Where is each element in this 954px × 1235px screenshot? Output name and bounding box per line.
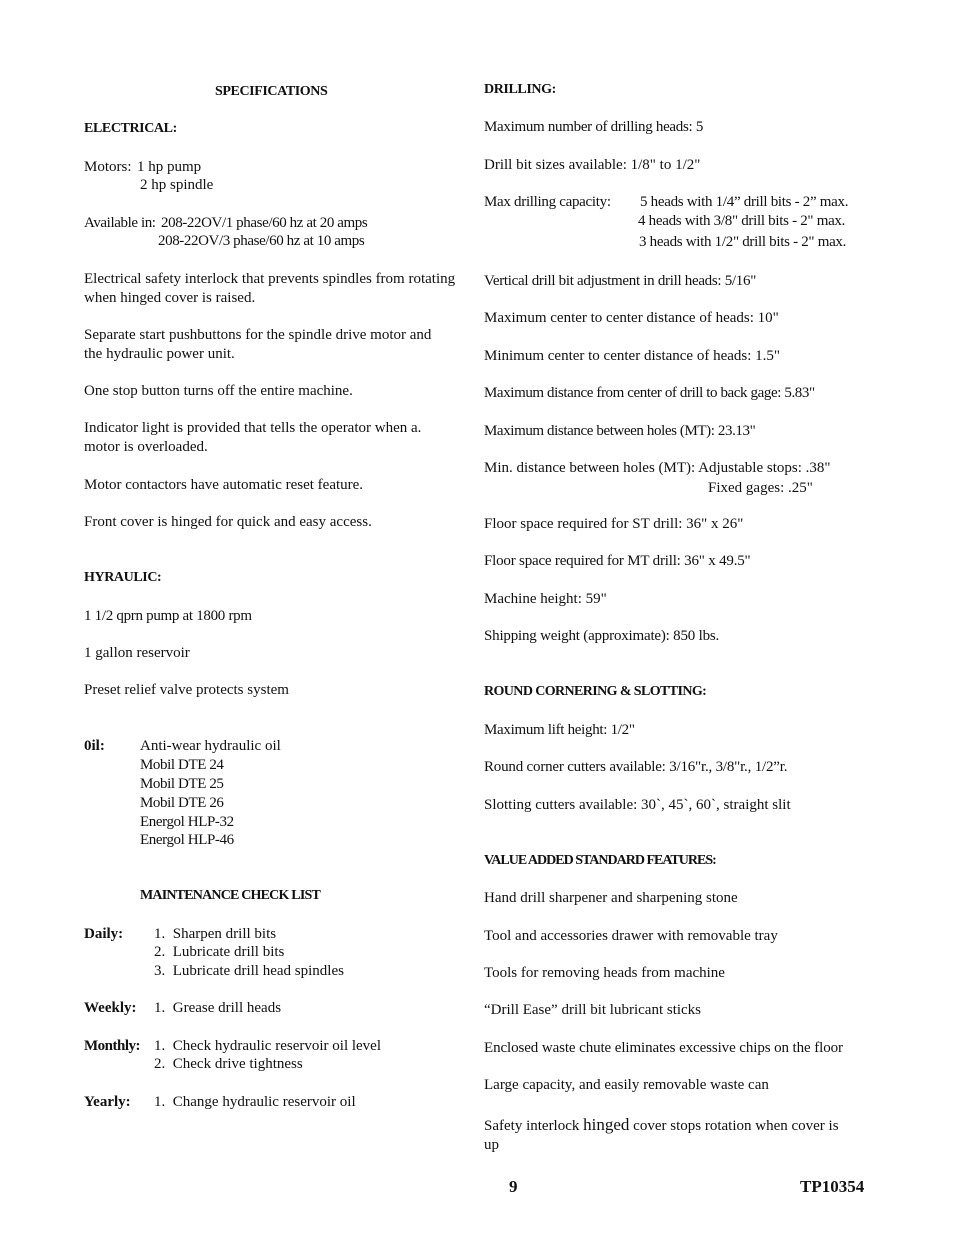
oil-item: Energol HLP-46 bbox=[140, 832, 234, 848]
available-three-phase: 208-22OV/3 phase/60 hz at 10 amps bbox=[158, 233, 365, 249]
monthly-task: 1. Check hydraulic reservoir oil level bbox=[154, 1038, 382, 1054]
bit-sizes-text: Drill bit sizes available: 1/8" to 1/2" bbox=[484, 157, 701, 173]
drilling-heading: DRILLING: bbox=[484, 82, 556, 97]
oil-item: Anti-wear hydraulic oil bbox=[140, 738, 281, 754]
feature-item: Hand drill sharpener and sharpening stone bbox=[484, 890, 738, 906]
feature-item: Large capacity, and easily removable waste can bbox=[484, 1077, 769, 1093]
stop-button-text: One stop button turns off the entire machine. bbox=[84, 383, 353, 399]
capacity-row: 3 heads with 1/2" drill bits - 2" max. bbox=[639, 234, 847, 250]
indicator-text-2: motor is overloaded. bbox=[84, 439, 208, 455]
feature-item: Tool and accessories drawer with removable tray bbox=[484, 928, 778, 944]
weekly-label: Weekly: bbox=[84, 1000, 137, 1016]
monthly-task: 2. Check drive tightness bbox=[154, 1056, 303, 1072]
features-heading: VALUE ADDED STANDARD FEATURES: bbox=[484, 853, 716, 868]
monthly-label: Monthly: bbox=[84, 1038, 140, 1054]
daily-label: Daily: bbox=[84, 926, 124, 942]
feature-item: Tools for removing heads from machine bbox=[484, 965, 725, 981]
safety-interlock-text-c: cover stops rotation when cover is bbox=[633, 1118, 839, 1134]
weekly-task: 1. Grease drill heads bbox=[154, 1000, 282, 1016]
motors-label: Motors: bbox=[84, 159, 132, 175]
safety-interlock-text-b: hinged bbox=[583, 1115, 630, 1134]
slotting-cutters-text: Slotting cutters available: 30`, 45`, 60`, straight slit bbox=[484, 797, 791, 813]
vertical-adjustment-text: Vertical drill bit adjustment in drill heads: 5/16" bbox=[484, 273, 757, 289]
relief-valve-text: Preset relief valve protects system bbox=[84, 682, 289, 698]
motor-spindle: 2 hp spindle bbox=[140, 177, 214, 193]
pushbuttons-text-2: the hydraulic power unit. bbox=[84, 346, 235, 362]
motor-pump: 1 hp pump bbox=[137, 159, 202, 175]
oil-label: 0il: bbox=[84, 738, 105, 754]
max-holes-text: Maximum distance between holes (MT): 23.13" bbox=[484, 423, 756, 439]
safety-interlock-line bbox=[484, 1116, 839, 1135]
reservoir-text: 1 gallon reservoir bbox=[84, 645, 190, 661]
interlock-text-2: when hinged cover is raised. bbox=[84, 290, 256, 306]
back-gage-text: Maximum distance from center of drill to back gage: 5.83" bbox=[484, 385, 815, 401]
pump-text: 1 1/2 qprn pump at 1800 rpm bbox=[84, 608, 252, 624]
maintenance-heading: MAINTENANCE CHECK LIST bbox=[140, 888, 320, 903]
yearly-label: Yearly: bbox=[84, 1094, 131, 1110]
safety-interlock-text-d: up bbox=[484, 1137, 499, 1153]
oil-item: Mobil DTE 25 bbox=[140, 776, 224, 792]
page-number: 9 bbox=[509, 1177, 518, 1196]
document-code: TP10354 bbox=[800, 1177, 865, 1196]
interlock-text-1: Electrical safety interlock that prevents spindles from rotating bbox=[84, 271, 456, 287]
contactors-text: Motor contactors have automatic reset feature. bbox=[84, 477, 364, 493]
capacity-label: Max drilling capacity: bbox=[484, 194, 611, 210]
available-label: Available in: bbox=[84, 215, 156, 231]
pushbuttons-text-1: Separate start pushbuttons for the spindle drive motor and bbox=[84, 327, 432, 343]
specifications-heading: SPECIFICATIONS bbox=[215, 84, 328, 99]
max-heads-text: Maximum number of drilling heads: 5 bbox=[484, 119, 704, 135]
daily-task: 1. Sharpen drill bits bbox=[154, 926, 277, 942]
capacity-row: 4 heads with 3/8" drill bits - 2" max. bbox=[638, 213, 846, 229]
floor-st-text: Floor space required for ST drill: 36" x 26" bbox=[484, 516, 744, 532]
available-single-phase: 208-22OV/1 phase/60 hz at 20 amps bbox=[161, 215, 368, 231]
indicator-text-1: Indicator light is provided that tells the operator when a. bbox=[84, 420, 422, 436]
feature-item: “Drill Ease” drill bit lubricant sticks bbox=[484, 1002, 702, 1018]
machine-height-text: Machine height: 59" bbox=[484, 591, 607, 607]
shipping-weight-text: Shipping weight (approximate): 850 lbs. bbox=[484, 628, 720, 644]
capacity-row: 5 heads with 1/4” drill bits - 2” max. bbox=[640, 194, 849, 210]
daily-task: 2. Lubricate drill bits bbox=[154, 944, 285, 960]
front-cover-text: Front cover is hinged for quick and easy access. bbox=[84, 514, 372, 530]
floor-mt-text: Floor space required for MT drill: 36" x 49.5" bbox=[484, 553, 751, 569]
min-holes-text: Min. distance between holes (MT): Adjustable stops: .38" bbox=[484, 460, 831, 476]
yearly-task: 1. Change hydraulic reservoir oil bbox=[154, 1094, 356, 1110]
corner-cutters-text: Round corner cutters available: 3/16"r., 3/8"r., 1/2”r. bbox=[484, 759, 788, 775]
max-center-text: Maximum center to center distance of heads: 10" bbox=[484, 310, 779, 326]
safety-interlock-text-a: Safety interlock bbox=[484, 1118, 580, 1134]
daily-task: 3. Lubricate drill head spindles bbox=[154, 963, 344, 979]
min-center-text: Minimum center to center distance of heads: 1.5" bbox=[484, 348, 781, 364]
oil-item: Mobil DTE 26 bbox=[140, 795, 224, 811]
hydraulic-heading: HYRAULIC: bbox=[84, 570, 162, 585]
oil-item: Energol HLP-32 bbox=[140, 814, 234, 830]
cornering-heading: ROUND CORNERING & SLOTTING: bbox=[484, 684, 707, 699]
electrical-heading: ELECTRICAL: bbox=[84, 121, 177, 136]
lift-height-text: Maximum lift height: 1/2" bbox=[484, 722, 635, 738]
oil-item: Mobil DTE 24 bbox=[140, 757, 224, 773]
feature-item: Enclosed waste chute eliminates excessive chips on the floor bbox=[484, 1040, 843, 1056]
fixed-gages-text: Fixed gages: .25" bbox=[708, 480, 813, 496]
